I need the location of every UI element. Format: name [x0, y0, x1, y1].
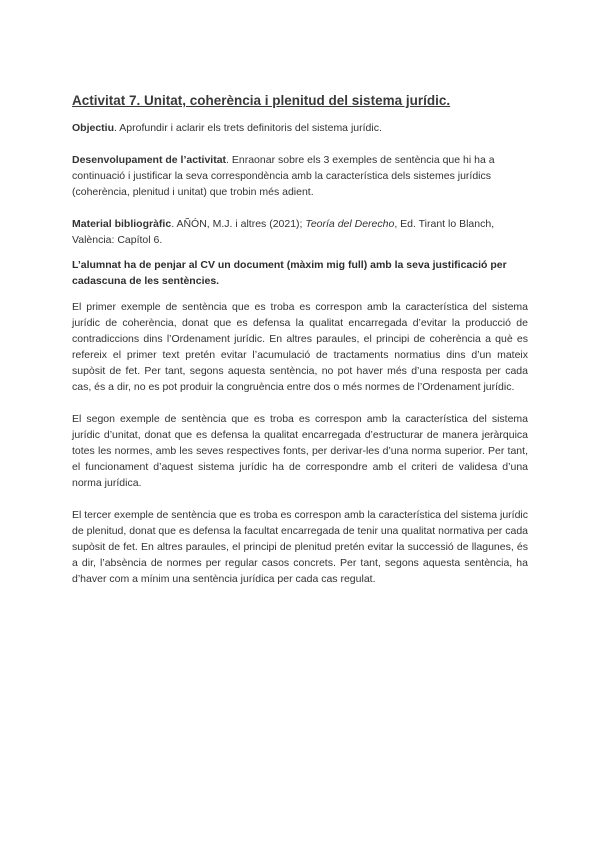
answer-paragraph-coherence: El primer exemple de sentència que es troba es correspon amb la característica del sistema jurídic de coherència, donat que es defensa la qualitat encarregada d’evitar la producció de contradiccions dins l’Ordenament jurídic. En altres paraules, el principi de coherència a què es refereix el primer text pretén evitar l’acumulació de tractaments normatius dins d’un mateix supòsit de fet. Per tant, segons aquesta sentència, no pot haver més d’una resposta per cada cas, és a dir, no es pot produir la congruència entre dos o més normes de l’Ordenament jurídic. — [72, 301, 528, 393]
activity-title: Activitat 7. Unitat, coherència i plenitud del sistema jurídic. — [72, 93, 451, 108]
objective-label: Objectiu — [72, 122, 115, 134]
instruction-text: L’alumnat ha de penjar al CV un document (màxim mig full) amb la seva justificació per cadascuna de les sentències. — [72, 259, 507, 287]
bibliography-label: Material bibliogràfic — [72, 218, 172, 230]
objective-text: . Aprofundir i aclarir els trets definitoris del sistema jurídic. — [114, 122, 382, 134]
document-body — [72, 92, 528, 587]
development-text: . Enraonar sobre els 3 exemples de sentència que hi ha a continuació i justificar la seva correspondència amb la característica dels sistemes jurídics (coherència, plenitud i unitat) que trobin més adient. — [72, 154, 495, 198]
development-label: Desenvolupament de l’activitat — [72, 154, 227, 166]
answer-paragraph-plenitude: El tercer exemple de sentència que es troba es correspon amb la característica del sistema jurídic de plenitud, donat que es defensa la facultat encarregada de tenir una qualitat normativa per cada supòsit de fet. En altres paraules, el principi de plenitud pretén evitar la successió de llagunes, és a dir, l’absència de normes per regular casos concrets. Per tant, segons aquesta sentència, ha d’haver com a mínim una sentència jurídica per cada cas regulat. — [72, 509, 528, 585]
development-paragraph — [72, 152, 528, 200]
objective-paragraph — [72, 120, 528, 136]
bibliography-paragraph — [72, 216, 528, 248]
bibliography-book-title: Teoría del Derecho — [305, 218, 395, 230]
answer-paragraph-unity: El segon exemple de sentència que es troba es correspon amb la característica del sistema jurídic d’unitat, donat que es defensa la qualitat encarregada d’estructurar de manera jeràrquica totes les normes, amb les seves respectives fonts, per derivar-les d’una norma superior. Per tant, el funcionament d’aquest sistema jurídic ha de correspondre amb el criteri de validesa d’una norma jurídica. — [72, 413, 528, 489]
bibliography-text-b: , Ed. Tirant lo Blanch, València: Capítol 6. — [72, 218, 495, 246]
bibliography-text-a: . AÑÓN, M.J. i altres (2021); — [171, 218, 306, 230]
